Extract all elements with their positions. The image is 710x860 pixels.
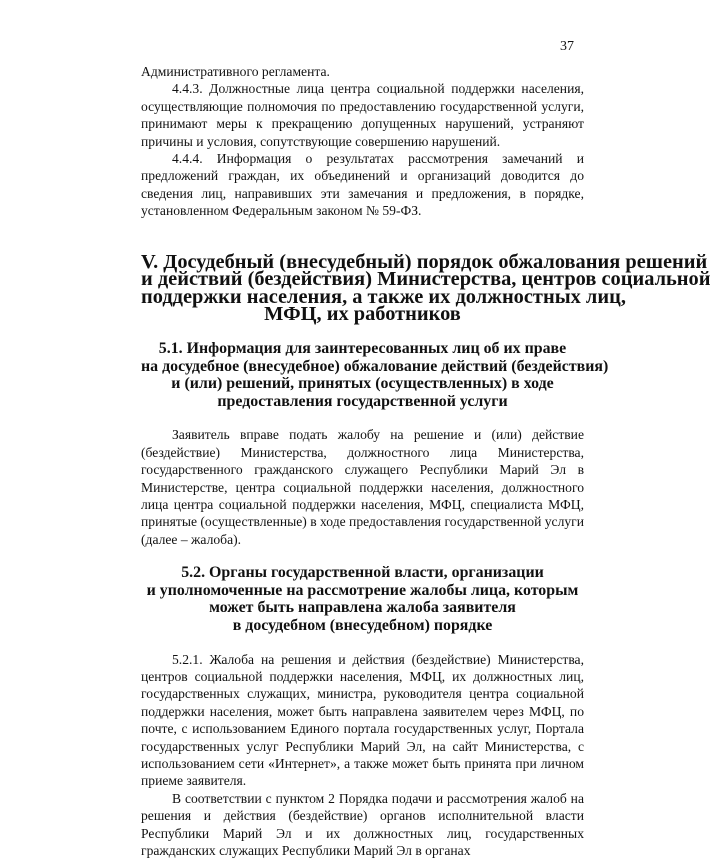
section-5-2-heading: [141, 564, 584, 634]
heading-line: 5.1. Информация для заинтересованных лиц об их праве: [158, 340, 567, 358]
paragraph-5-1: Заявитель вправе подать жалобу на решение и (или) действие (бездействие) Министерства, должностного лица Министерства, государственного гражданского служащего Республики Марий Эл в Министерстве, центра социальной поддержки населения, должностного лица центра социальной поддержки населения, МФЦ, специалиста МФЦ, принятые (осуществленные) в ходе предоставления государственной услуги (далее – жалоба).: [141, 427, 585, 547]
continuation-text: Административного регламента.: [141, 64, 330, 79]
heading-line: может быть направлена жалоба заявителя: [209, 599, 516, 617]
document-body: [141, 63, 710, 860]
paragraph-5-2-1: 5.2.1. Жалоба на решения и действия (бездействие) Министерства, центров социальной поддержки населения, МФЦ, их должностных лиц, государственных служащих, министра, руководителя центра социальной поддержки населения, может быть направлена заявителем через МФЦ, по почте, с использованием Единого портала государственных услуг, Портала государственных услуг Республики Марий Эл, на сайт Министерства, с использованием сети «Интернет», а также может быть принята при личном приеме заявителя.: [141, 651, 584, 789]
heading-line: и уполномоченные на рассмотрение жалобы лица, которым: [146, 581, 579, 599]
heading-line: и (или) решений, принятых (осуществленных) в ходе: [171, 375, 554, 393]
heading-line: предоставления государственной услуги: [217, 392, 508, 410]
section-5-heading: [141, 250, 710, 326]
heading-line: поддержки населения, а также их должностных лиц,: [141, 285, 626, 308]
heading-line: и действий (бездействия) Министерства, центров социальной: [141, 268, 710, 291]
paragraph-4-4-3: 4.4.3. Должностные лица центра социальной поддержки населения, осуществляющие полномочия по предоставлению государственной услуги, принимают меры к прекращению допущенных нарушений, устраняют причины и условия, сопутствующие совершению нарушений.: [141, 81, 584, 149]
page-number: 37: [560, 39, 574, 54]
paragraph-4-4-4: 4.4.4. Информация о результатах рассмотрения замечаний и предложений граждан, их объединений и организаций доводится до сведения лиц, направивших эти замечания и предложения, в порядке, установленном Федеральным законом № 59-ФЗ.: [141, 151, 584, 219]
paragraph-5-2-2: В соответствии с пунктом 2 Порядка подачи и рассмотрения жалоб на решения и действия (бездействие) органов исполнительной власти Республики Марий Эл и их должностных лиц, государственных гражданских служащих Республики Марий Эл в органах: [141, 790, 584, 859]
heading-line: МФЦ, их работников: [264, 303, 461, 326]
heading-line: V. Досудебный (внесудебный) порядок обжалования решений: [141, 250, 708, 273]
section-5-1-heading: [141, 340, 609, 410]
heading-line: 5.2. Органы государственной власти, организации: [181, 564, 544, 582]
heading-line: в досудебном (внесудебном) порядке: [232, 617, 493, 635]
heading-line: на досудебное (внесудебное) обжалование действий (бездействия): [141, 357, 609, 375]
